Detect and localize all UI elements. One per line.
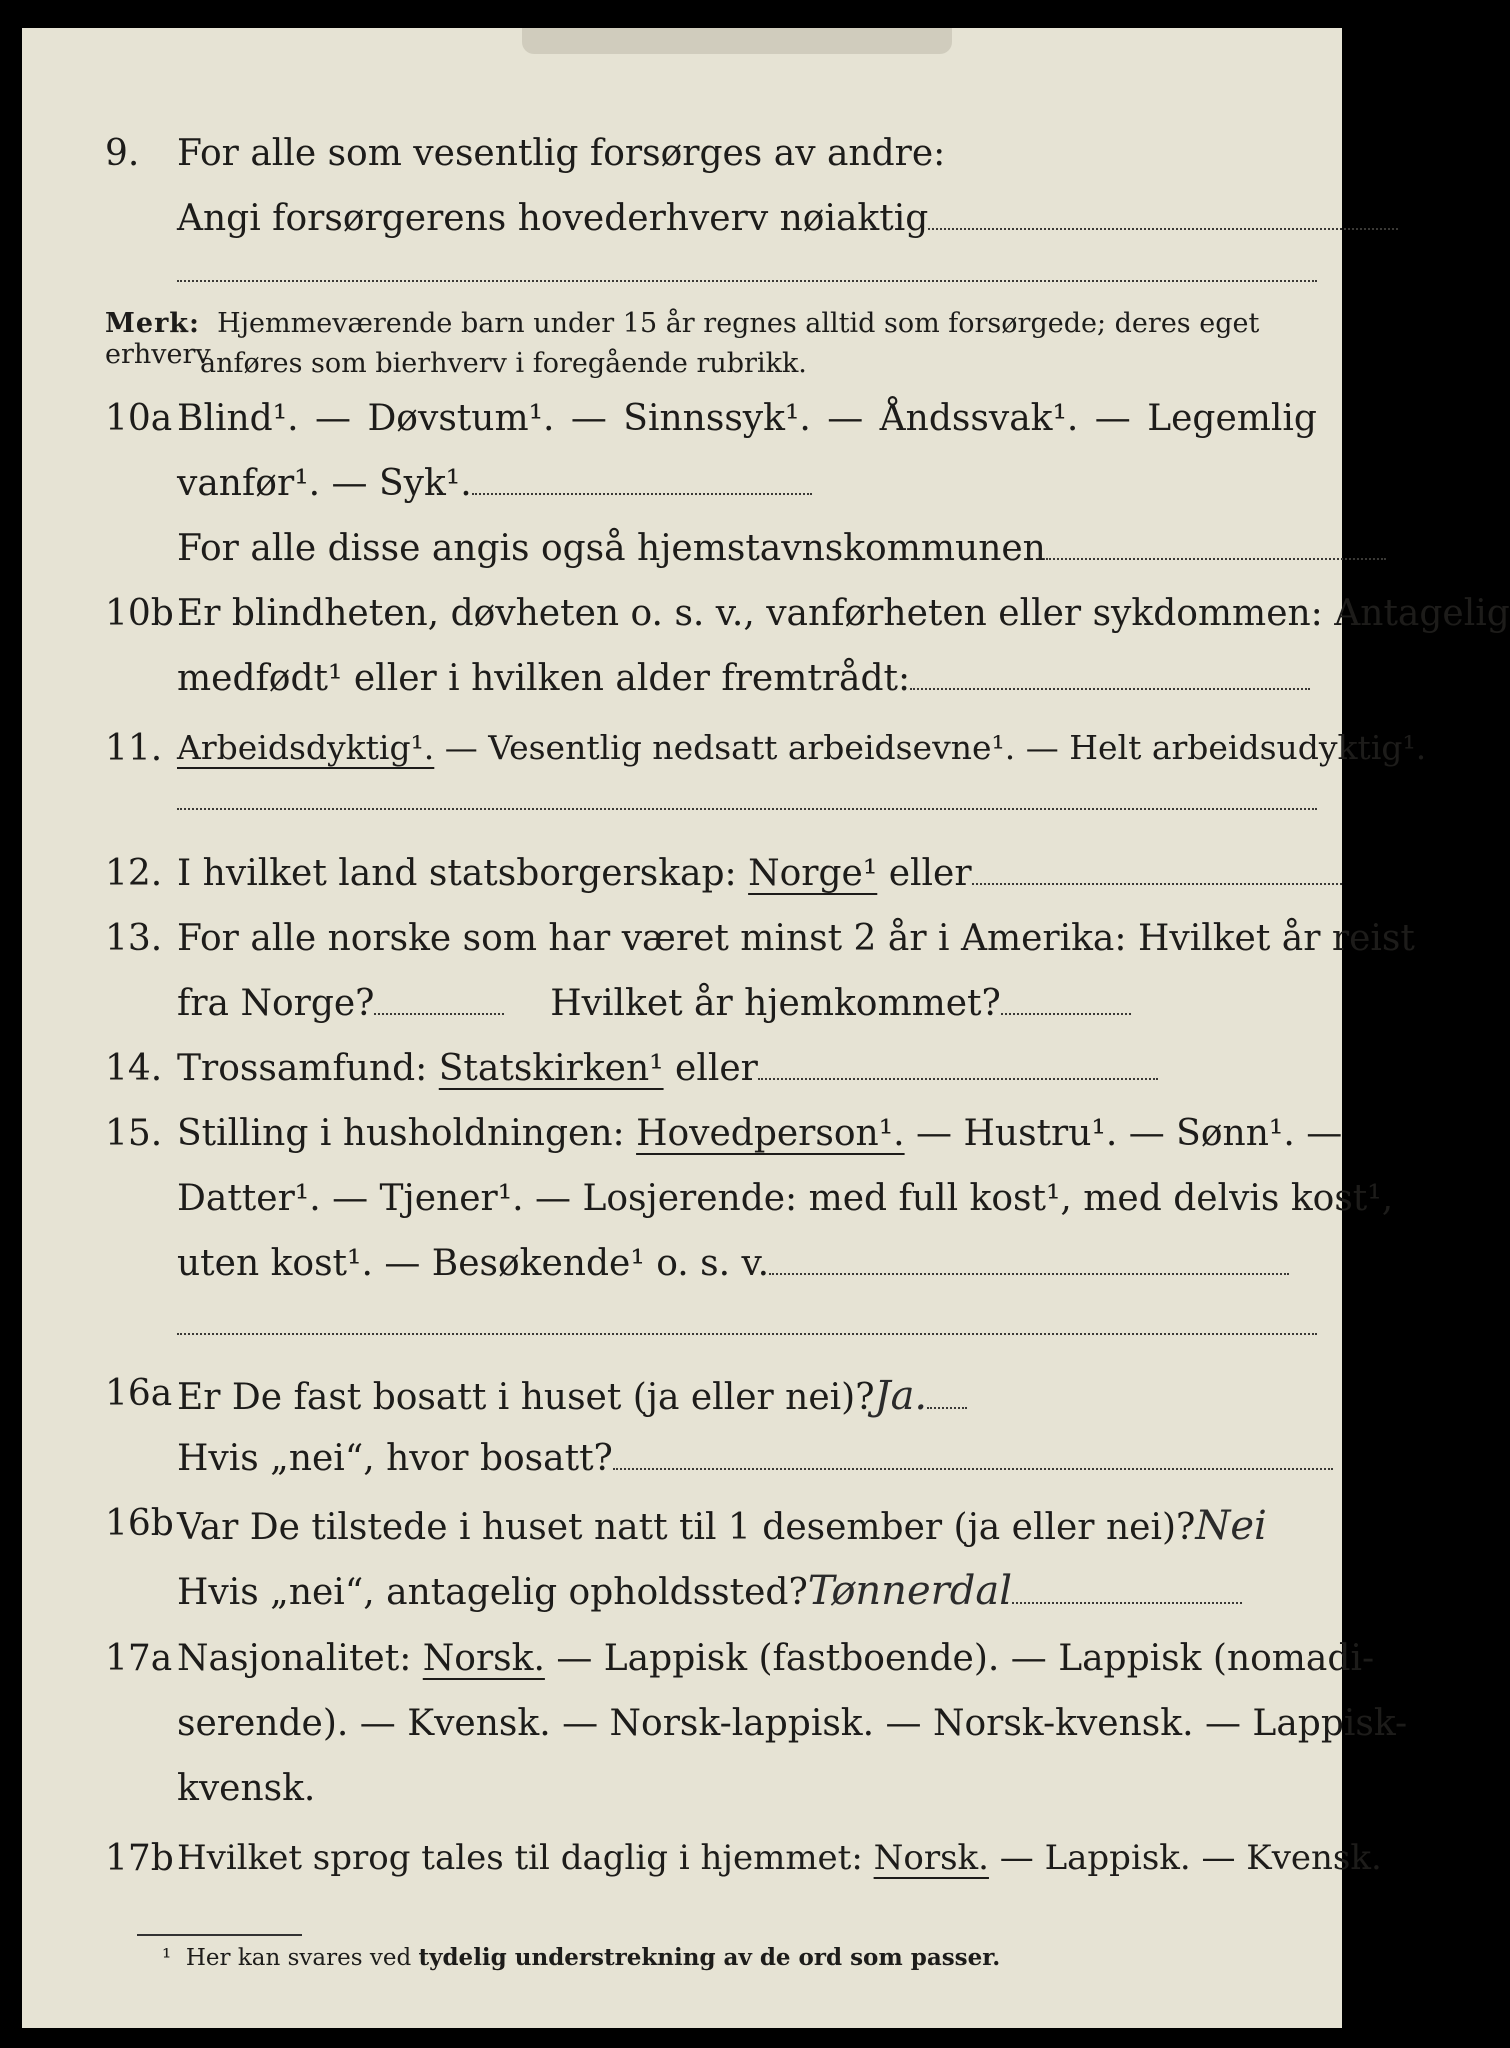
q15-row-1: [22, 1113, 1342, 1179]
q16b-row-1: [22, 1503, 1342, 1569]
q9-fill-line[interactable]: [928, 224, 1398, 230]
q12-row: 12. I hvilket land statsborgerskap: Norge¹ eller: [22, 853, 1342, 919]
q17b-number: 17b: [105, 1838, 174, 1879]
q13-reist-fill[interactable]: [374, 1009, 504, 1015]
q11-options: — Vesentlig nedsatt arbeidsevne¹. — Helt arbeidsudyktig¹.: [434, 728, 1427, 767]
q10a-options: Blind¹. — Døvstum¹. — Sinnssyk¹. — Åndssvak¹. — Legemlig: [177, 398, 1317, 439]
q15-row-2: [22, 1178, 1394, 1244]
q16b-text-1: Var De tilstede i huset natt til 1 desember (ja eller nei)?: [177, 1507, 1196, 1548]
q16a-text-1: Er De fast bosatt i huset (ja eller nei)?: [177, 1377, 875, 1418]
q12-answer-underlined[interactable]: Norge¹: [748, 853, 878, 894]
q13-number: 13.: [105, 918, 163, 959]
q16b-number: 16b: [105, 1503, 174, 1544]
q16b-row-2: [22, 1568, 1342, 1634]
q14-answer-underlined[interactable]: Statskirken¹: [438, 1048, 664, 1089]
q10b-text-2: medfødt¹ eller i hvilken alder fremtrådt:: [177, 658, 911, 699]
q10b-text-1: Er blindheten, døvheten o. s. v., vanførheten eller sykdommen: Antagelig: [177, 593, 1510, 634]
q17a-row-3: [22, 1768, 1342, 1834]
q11-number: 11.: [105, 728, 163, 769]
q9-text-2: Angi forsørgerens hovederhverv nøiaktig: [177, 198, 929, 239]
q10a-row-2: [22, 463, 1342, 529]
q17a-options-2: serende). — Kvensk. — Norsk-lappisk. — Norsk-kvensk. — Lappisk-: [177, 1703, 1408, 1744]
q10a-row-3: [22, 528, 1342, 594]
census-form-page: [22, 28, 1510, 2028]
q9-text-1: For alle som vesentlig forsørges av andre:: [177, 133, 946, 174]
q16a-number: 16a: [105, 1373, 173, 1414]
option-legemlig[interactable]: Legemlig: [1147, 398, 1317, 439]
q13-text-2a: fra Norge?: [177, 983, 375, 1024]
q10a-text-2: vanfør¹. — Syk¹.: [177, 463, 472, 504]
footnote-mark: ¹: [162, 1945, 172, 1971]
q14-number: 14.: [105, 1048, 163, 1089]
q17a-row-1: [22, 1638, 1375, 1704]
q15-fill-line-2[interactable]: [177, 1333, 1317, 1335]
q12-text: I hvilket land statsborgerskap:: [177, 853, 749, 894]
q10b-fill-line[interactable]: [910, 684, 1310, 690]
q16a-row-2: [22, 1438, 1342, 1504]
q15-answer-underlined[interactable]: Hovedperson¹.: [636, 1113, 905, 1154]
q17a-options-3: kvensk.: [177, 1768, 316, 1809]
q16a-text-2: Hvis „nei“, hvor bosatt?: [177, 1438, 613, 1479]
q17b-text: Hvilket sprog tales til daglig i hjemmet:: [177, 1838, 874, 1878]
q9-row-1: [22, 133, 1342, 199]
q10a-number: 10a: [105, 398, 173, 439]
q10a-fill-line[interactable]: [472, 489, 812, 495]
q13-row-1: [22, 918, 1415, 984]
q17a-options-1: — Lappisk (fastboende). — Lappisk (nomadi-: [544, 1638, 1375, 1679]
q16a-handwritten-answer[interactable]: Ja.: [874, 1373, 928, 1419]
q16a-row-1: [22, 1373, 1342, 1439]
option-sinnssyk[interactable]: Sinnssyk¹.: [623, 398, 811, 439]
q10a-row-1: [22, 398, 1342, 464]
q10a-text-3: For alle disse angis også hjemstavnskommunen: [177, 528, 1046, 569]
merk-text-2: anføres som bierhverv i foregående rubrikk.: [200, 348, 807, 379]
q11-fill-line[interactable]: [177, 808, 1317, 810]
q15-options-1: — Hustru¹. — Sønn¹. —: [904, 1113, 1343, 1154]
option-blind[interactable]: Blind¹.: [177, 398, 299, 439]
option-dovstum[interactable]: Døvstum¹.: [367, 398, 555, 439]
q13-hjemkommet-fill[interactable]: [1001, 1009, 1131, 1015]
q11-row: [22, 728, 1427, 794]
q9-row-2: [22, 198, 1342, 264]
q14-text: Trossamfund:: [177, 1048, 439, 1089]
option-andssvak[interactable]: Åndssvak¹.: [879, 398, 1079, 439]
q17b-answer-underlined[interactable]: Norsk.: [873, 1838, 989, 1878]
footnote-rule: [137, 1934, 302, 1936]
top-edge-mark: [522, 28, 952, 54]
q17b-row: [22, 1838, 1382, 1904]
footnote-text: Her kan svares ved: [185, 1945, 419, 1971]
q14-row: 14. Trossamfund: Statskirken¹ eller: [22, 1048, 1342, 1114]
q17a-text: Nasjonalitet:: [177, 1638, 423, 1679]
q10b-row-2: [22, 658, 1342, 724]
q12-number: 12.: [105, 853, 163, 894]
footnote-bold-text: tydelig understrekning av de ord som passer.: [418, 1944, 1001, 1971]
q15-number: 15.: [105, 1113, 163, 1154]
q10b-number: 10b: [105, 593, 174, 634]
q12-fill-line[interactable]: [972, 879, 1342, 885]
q15-fill-line[interactable]: [769, 1269, 1289, 1275]
q14-fill-line[interactable]: [758, 1074, 1158, 1080]
q15-text: Stilling i husholdningen:: [177, 1113, 637, 1154]
q9-fill-line-2[interactable]: [177, 280, 1317, 282]
q17a-number: 17a: [105, 1638, 173, 1679]
q13-row-2: [22, 983, 1342, 1049]
q16b-handwritten-place[interactable]: Tønnerdal: [807, 1568, 1012, 1614]
q17a-answer-underlined[interactable]: Norsk.: [422, 1638, 545, 1679]
q16b-text-2: Hvis „nei“, antagelig opholdssted?: [177, 1572, 808, 1613]
q17a-row-2: [22, 1703, 1408, 1769]
q9-number: 9.: [105, 133, 140, 174]
q17b-options: — Lappisk. — Kvensk.: [988, 1838, 1382, 1878]
merk-text-1: Hjemmeværende barn under 15 år regnes alltid som forsørgede; deres eget erhverv: [105, 308, 1260, 370]
q13-text-2b: Hvilket år hjemkommet?: [550, 983, 1001, 1024]
q10a-hjemstavn-fill[interactable]: [1046, 554, 1386, 560]
q10b-row-1: [22, 593, 1510, 659]
q15-options-2: Datter¹. — Tjener¹. — Losjerende: med full kost¹, med delvis kost¹,: [177, 1178, 1394, 1219]
q15-options-3: uten kost¹. — Besøkende¹ o. s. v.: [177, 1243, 770, 1284]
merk-label: Merk:: [105, 308, 200, 339]
q11-answer-underlined[interactable]: Arbeidsdyktig¹.: [177, 728, 435, 767]
q16a-fill-line[interactable]: [613, 1464, 1333, 1470]
q15-row-3: [22, 1243, 1342, 1309]
footnote: [162, 1944, 1000, 1971]
q13-text-1: For alle norske som har været minst 2 år i Amerika: Hvilket år reist: [177, 918, 1415, 959]
q16b-handwritten-answer[interactable]: Nei: [1195, 1503, 1267, 1549]
